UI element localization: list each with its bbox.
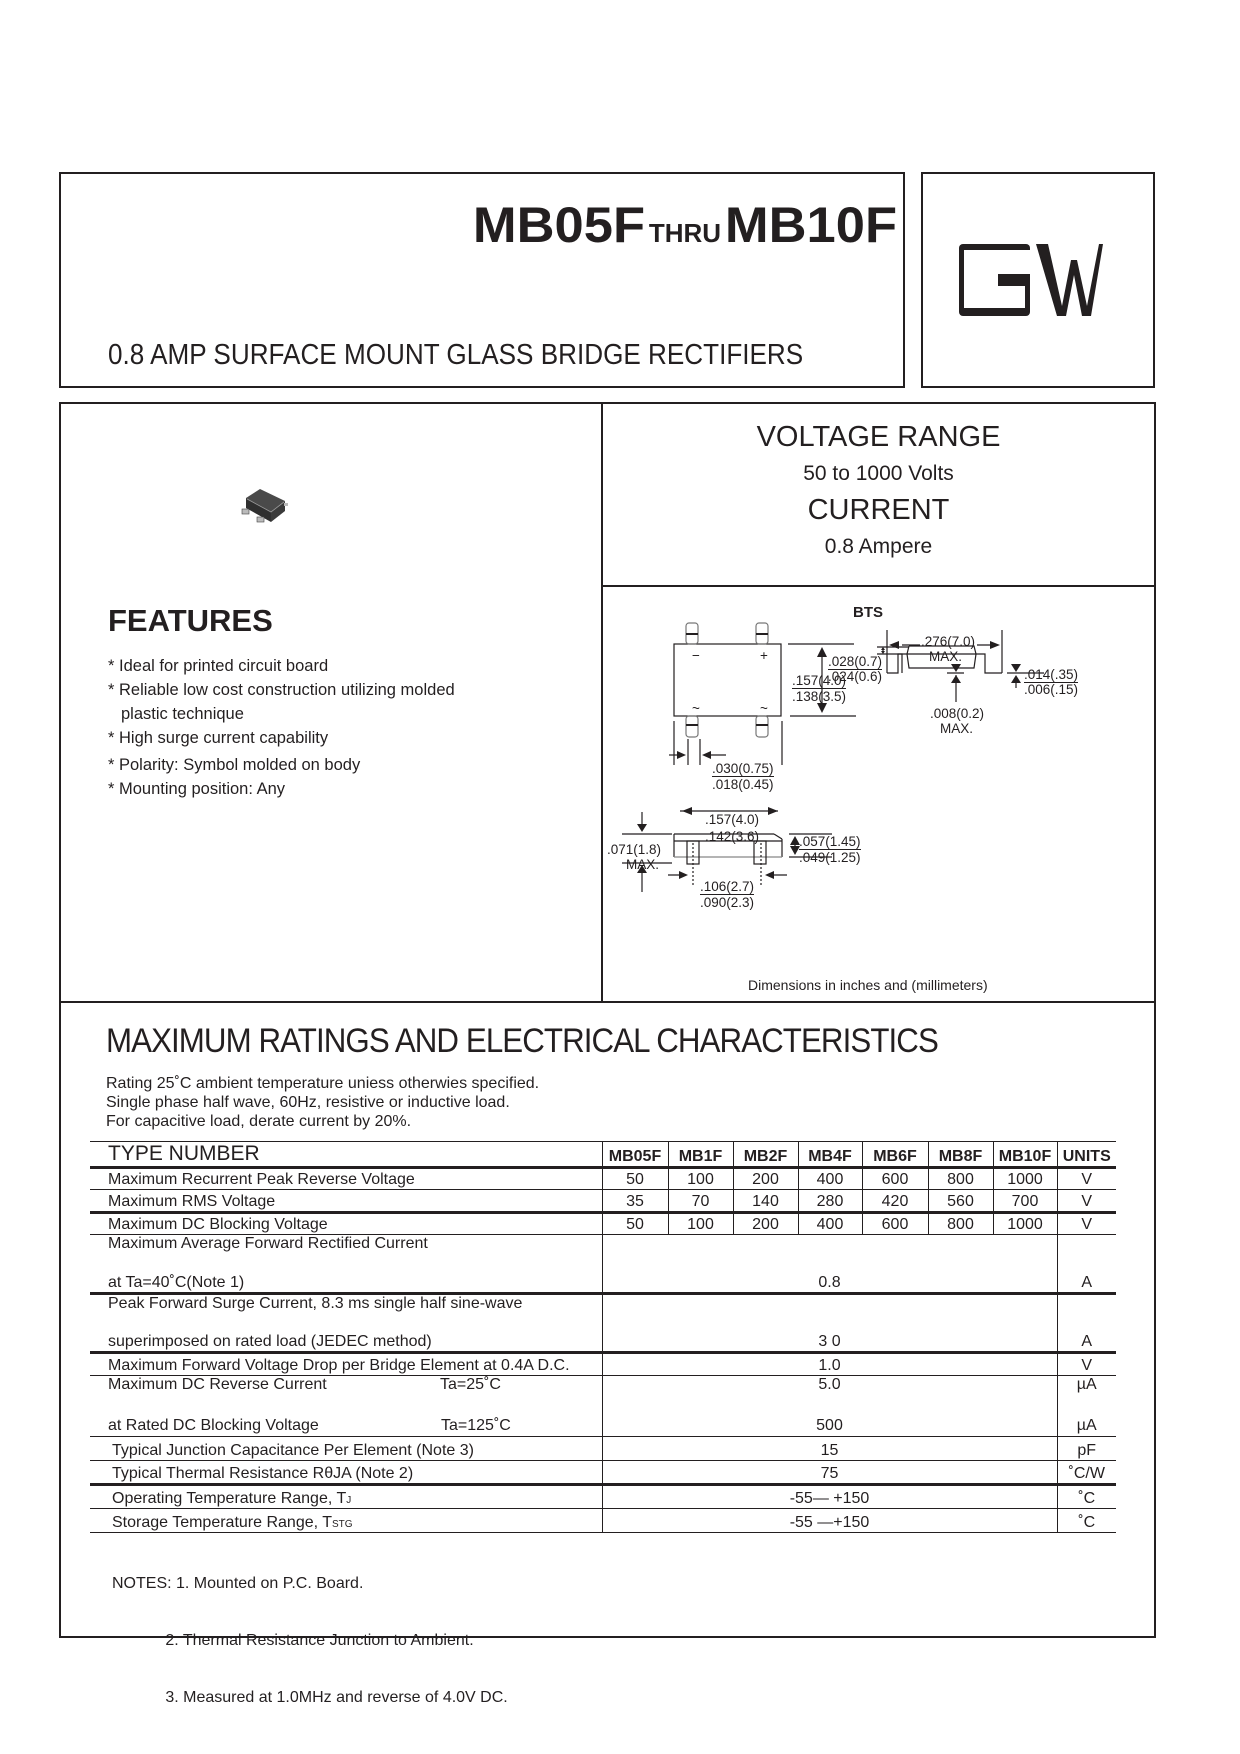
header-type-number: TYPE NUMBER — [108, 1142, 260, 1165]
page-title — [472, 196, 898, 254]
header-mb05f: MB05F — [602, 1142, 668, 1168]
param-text: Operating Temperature Range, T — [112, 1490, 347, 1507]
package-diagram — [602, 587, 1155, 1001]
table-row — [90, 1509, 1116, 1533]
voltage-range-label: VOLTAGE RANGE — [756, 421, 1001, 453]
dim-height-note: MAX. — [626, 857, 660, 872]
dim-body-height-min: .138(3.5) — [792, 689, 847, 704]
table-row — [90, 1235, 1116, 1294]
note-line: 3. Measured at 1.0MHz and reverse of 4.0V DC. — [112, 1689, 508, 1706]
cell-value: 140 — [733, 1190, 798, 1213]
feature-item: * Ideal for printed circuit board — [108, 657, 329, 675]
dim-lead-width-max: .030(0.75) — [712, 761, 774, 776]
features-section — [108, 603, 455, 801]
section-divider — [60, 1001, 1155, 1003]
pin-minus-label: − — [692, 648, 700, 663]
header-units: UNITS — [1057, 1142, 1116, 1168]
param-label — [90, 1509, 602, 1533]
param-label — [90, 1485, 602, 1509]
features-title: FEATURES — [108, 603, 273, 638]
param-label: Typical Junction Capacitance Per Element (Note 3) — [112, 1442, 474, 1459]
note-line: 2. Thermal Resistance Junction to Ambient. — [112, 1632, 474, 1649]
dim-overall-width: .276(7.0) — [921, 634, 976, 649]
cell-value: 100 — [668, 1213, 733, 1235]
package-name: BTS — [853, 604, 883, 621]
cell-value: 400 — [798, 1168, 862, 1190]
table-row — [90, 1190, 1116, 1213]
bridge-rectifier-package-image — [238, 482, 308, 532]
dim-lead-thickness-max: .028(0.7) — [828, 654, 883, 669]
feature-item: * Reliable low cost construction utilizing molded — [108, 681, 455, 699]
cell-value: 1000 — [993, 1213, 1057, 1235]
cell-value: 200 — [733, 1168, 798, 1190]
cell-value: 800 — [928, 1213, 993, 1235]
header-mb8f: MB8F — [928, 1142, 993, 1168]
condition-ta25: Ta=25˚C — [440, 1376, 501, 1393]
table-row — [90, 1485, 1116, 1509]
param-label: Maximum RMS Voltage — [108, 1193, 276, 1210]
cell-value — [602, 1376, 1057, 1437]
unit-ta25: µA — [1076, 1376, 1097, 1393]
dim-foot-max: .014(.35) — [1024, 667, 1079, 682]
dim-body-thickness-max: .057(1.45) — [799, 834, 861, 849]
param-label: Maximum Recurrent Peak Reverse Voltage — [108, 1171, 415, 1188]
condition-ta125: Ta=125˚C — [441, 1417, 511, 1434]
max-ratings-header — [106, 1022, 1010, 1131]
cell-value: 600 — [862, 1213, 928, 1235]
dim-pitch-max: .106(2.7) — [700, 879, 755, 894]
cell-value: 15 — [602, 1437, 1057, 1461]
condition-line: Single phase half wave, 60Hz, resistive or inductive load. — [106, 1094, 510, 1111]
condition-line: For capacitive load, derate current by 20%. — [106, 1113, 412, 1130]
cell-unit: pF — [1057, 1437, 1116, 1461]
cell-unit: A — [1057, 1235, 1116, 1294]
param-label: Maximum Forward Voltage Drop per Bridge Element at 0.4A D.C. — [108, 1357, 570, 1374]
features-list — [108, 654, 455, 801]
table-row — [90, 1213, 1116, 1235]
header-title-box — [59, 172, 905, 388]
param-label — [90, 1376, 602, 1437]
table-row — [90, 1461, 1116, 1485]
table-row — [90, 1353, 1116, 1376]
dim-standoff-note: MAX. — [940, 721, 974, 736]
cell-value: 35 — [602, 1190, 668, 1213]
param-label — [90, 1235, 602, 1294]
table-row — [90, 1168, 1116, 1190]
cell-unit: A — [1057, 1294, 1116, 1353]
cell-value: 50 — [602, 1168, 668, 1190]
gw-logo-icon — [921, 172, 1155, 388]
cell-unit: ˚C/W — [1057, 1461, 1116, 1485]
table-row — [90, 1294, 1116, 1353]
title-part-2: MB10F — [724, 197, 898, 253]
voltage-current-panel — [602, 403, 1155, 585]
dim-height: .071(1.8) — [607, 842, 662, 857]
cell-unit: ˚C — [1057, 1485, 1116, 1509]
dim-body-height-max: .157(4.0) — [792, 673, 847, 688]
cell-unit: V — [1057, 1213, 1116, 1235]
cell-value: 1000 — [993, 1168, 1057, 1190]
cell-value: 0.8 — [602, 1235, 1057, 1294]
table-row — [90, 1376, 1116, 1437]
param-label: Typical Thermal Resistance RθJA (Note 2) — [112, 1465, 414, 1482]
dim-lead-width-min: .018(0.45) — [712, 777, 774, 792]
dim-lead-thickness-min: .024(0.6) — [828, 669, 883, 684]
dim-standoff: .008(0.2) — [930, 706, 985, 721]
dim-foot-min: .006(.15) — [1024, 682, 1079, 697]
param-line-2: superimposed on rated load (JEDEC method) — [108, 1333, 432, 1350]
param-subscript: J — [346, 1495, 352, 1506]
cell-value: 70 — [668, 1190, 733, 1213]
current-value: 0.8 Ampere — [824, 535, 933, 558]
voltage-range-value: 50 to 1000 Volts — [803, 462, 954, 485]
title-part-1: MB05F — [472, 197, 645, 253]
value-ta25: 5.0 — [818, 1376, 841, 1393]
cell-value: 100 — [668, 1168, 733, 1190]
cell-value: 280 — [798, 1190, 862, 1213]
dim-body-width-min: .142(3.6) — [705, 829, 760, 844]
cell-value: 700 — [993, 1190, 1057, 1213]
cell-value: 50 — [602, 1213, 668, 1235]
pin-ac2-label: ~ — [760, 701, 768, 716]
param-text: Storage Temperature Range, T — [112, 1514, 332, 1531]
param-line-2: at Ta=40˚C(Note 1) — [108, 1274, 245, 1291]
cell-value: 800 — [928, 1168, 993, 1190]
cell-value: 75 — [602, 1461, 1057, 1485]
cell-unit: V — [1057, 1168, 1116, 1190]
feature-item: * Polarity: Symbol molded on body — [108, 756, 361, 774]
param-line-2: at Rated DC Blocking Voltage — [108, 1417, 319, 1434]
param-line-1: Peak Forward Surge Current, 8.3 ms single half sine-wave — [108, 1295, 523, 1312]
cell-value: 200 — [733, 1213, 798, 1235]
header-mb4f: MB4F — [798, 1142, 862, 1168]
dim-body-width-max: .157(4.0) — [705, 812, 760, 827]
cell-value: -55— +150 — [602, 1485, 1057, 1509]
header-mb6f: MB6F — [862, 1142, 928, 1168]
dim-pitch-min: .090(2.3) — [700, 895, 755, 910]
feature-item: plastic technique — [121, 705, 244, 723]
unit-ta125: µA — [1076, 1417, 1097, 1434]
cell-unit — [1057, 1376, 1116, 1437]
header-mb2f: MB2F — [733, 1142, 798, 1168]
current-label: CURRENT — [807, 494, 950, 526]
header-mb1f: MB1F — [668, 1142, 733, 1168]
table-row — [90, 1437, 1116, 1461]
cell-unit: V — [1057, 1190, 1116, 1213]
cell-unit: ˚C — [1057, 1509, 1116, 1533]
value-ta125: 500 — [816, 1417, 843, 1434]
feature-item: * High surge current capability — [108, 729, 329, 747]
cell-value: 1.0 — [602, 1353, 1057, 1376]
pin-plus-label: + — [760, 648, 768, 663]
header-mb10f: MB10F — [993, 1142, 1057, 1168]
param-label — [90, 1294, 602, 1353]
logo-box — [921, 172, 1155, 388]
note-line: NOTES: 1. Mounted on P.C. Board. — [112, 1575, 364, 1592]
cell-value: 3 0 — [602, 1294, 1057, 1353]
cell-unit: V — [1057, 1353, 1116, 1376]
title-thru: THRU — [648, 218, 722, 248]
param-line-1: Maximum Average Forward Rectified Current — [108, 1235, 428, 1252]
rating-conditions — [106, 1074, 1010, 1131]
dim-overall-width-note: MAX. — [929, 649, 963, 664]
cell-value: 400 — [798, 1213, 862, 1235]
feature-item: * Mounting position: Any — [108, 780, 286, 798]
cell-value: 600 — [862, 1168, 928, 1190]
page-subtitle: 0.8 AMP SURFACE MOUNT GLASS BRIDGE RECTIFIERS — [108, 339, 804, 371]
dimensions-caption: Dimensions in inches and (millimeters) — [748, 977, 988, 993]
param-label: Maximum DC Blocking Voltage — [108, 1216, 328, 1233]
cell-value: -55 —+150 — [602, 1509, 1057, 1533]
param-subscript: STG — [331, 1519, 353, 1530]
package-outline-drawing — [602, 587, 1155, 1001]
condition-line: Rating 25˚C ambient temperature uniess otherwies specified. — [106, 1075, 540, 1092]
pin-ac1-label: ~ — [692, 701, 700, 716]
dim-body-thickness-min: .049(1.25) — [799, 850, 861, 865]
table-header-row — [90, 1142, 1116, 1168]
max-ratings-title: MAXIMUM RATINGS AND ELECTRICAL CHARACTERISTICS — [106, 1022, 938, 1060]
param-line-1: Maximum DC Reverse Current — [108, 1376, 327, 1393]
cell-value: 420 — [862, 1190, 928, 1213]
notes — [112, 1536, 508, 1726]
ratings-table — [90, 1141, 1116, 1533]
cell-value: 560 — [928, 1190, 993, 1213]
